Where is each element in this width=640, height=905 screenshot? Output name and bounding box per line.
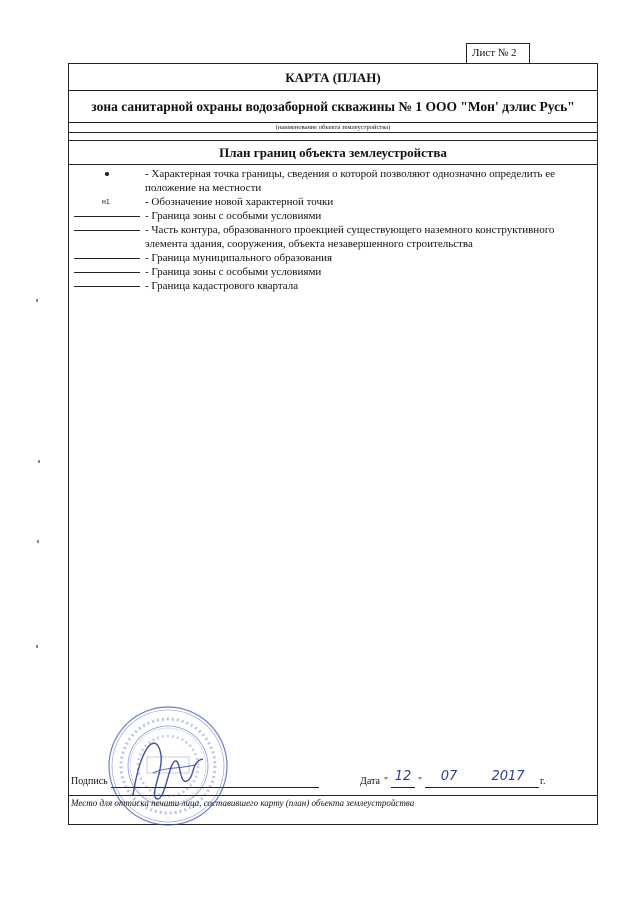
line-symbol-icon xyxy=(74,272,140,273)
date-day-line xyxy=(391,787,415,788)
plan-title: План границ объекта землеустройства xyxy=(69,141,597,165)
legend-item-new-point xyxy=(69,195,597,209)
stamp-area xyxy=(69,795,597,810)
margin-mark xyxy=(36,299,38,302)
date-day: 12 xyxy=(394,769,412,784)
stamp-caption: Место для оттиска печати лица, составившего карту (план) объекта землеустройства xyxy=(71,798,415,808)
signature-line xyxy=(111,787,319,788)
line-symbol-icon xyxy=(74,216,140,217)
signature-label: Подпись xyxy=(71,776,108,787)
object-name: зона санитарной охраны водозаборной скважины № 1 ООО "Мон' дэлис Русь" xyxy=(69,91,597,123)
line-symbol-icon xyxy=(74,258,140,259)
date-label: Дата xyxy=(360,776,380,787)
legend-text: - Граница зоны с особыми условиями xyxy=(145,210,322,222)
date-year: 2017 xyxy=(491,769,525,784)
document-frame xyxy=(68,63,598,825)
legend-item-cadastral-quarter xyxy=(69,279,597,293)
sheet-number xyxy=(466,43,530,63)
legend xyxy=(69,167,597,293)
legend-text: - Обозначение новой характерной точки xyxy=(145,196,334,208)
object-name-caption: (наименование объекта землеустройства) xyxy=(69,123,597,133)
date-quote-close: " xyxy=(418,776,423,787)
margin-mark xyxy=(36,645,38,648)
margin-mark xyxy=(38,460,40,463)
sheet-number-label: Лист № 2 xyxy=(472,47,517,59)
date-month-year-line xyxy=(425,787,539,788)
line-symbol-icon xyxy=(74,230,140,231)
new-point-label: н1 xyxy=(102,199,110,206)
signature-row xyxy=(69,769,597,792)
spacer-row xyxy=(69,133,597,141)
date-quote-open: " xyxy=(384,776,389,787)
legend-item-building-contour xyxy=(69,223,597,251)
date-suffix: г. xyxy=(540,776,546,787)
margin-mark xyxy=(37,540,39,543)
legend-text: - Граница кадастрового квартала xyxy=(145,280,299,292)
legend-text: - Характерная точка границы, сведения о которой позволяют однозначно определить ее положение на местности xyxy=(145,168,555,194)
legend-item-point xyxy=(69,167,597,195)
legend-item-municipal-boundary xyxy=(69,251,597,265)
legend-text: - Граница муниципального образования xyxy=(145,252,333,264)
legend-text: - Граница зоны с особыми условиями xyxy=(145,266,322,278)
point-symbol-icon xyxy=(105,172,109,176)
legend-item-zone-boundary-2 xyxy=(69,265,597,279)
line-symbol-icon xyxy=(74,286,140,287)
legend-item-zone-boundary xyxy=(69,209,597,223)
legend-text: - Часть контура, образованного проекцией существующего наземного конструктивного элемента здания, сооружения, объекта незавершенного строительства xyxy=(145,224,555,250)
map-title: КАРТА (ПЛАН) xyxy=(69,64,597,91)
date-month: 07 xyxy=(440,769,458,784)
